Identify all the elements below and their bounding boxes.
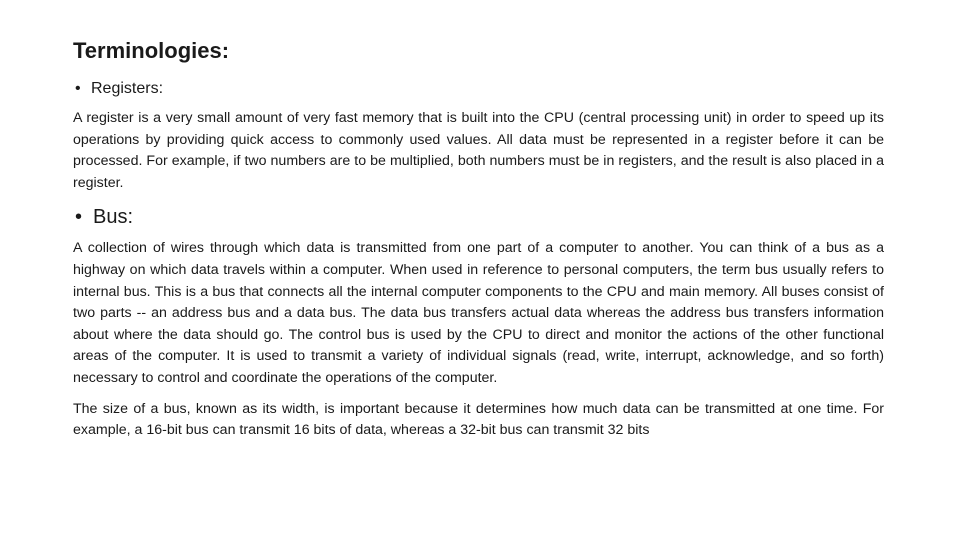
bullet-bus bbox=[75, 204, 884, 230]
section-heading-registers: Registers: bbox=[91, 80, 164, 97]
bullet-registers bbox=[75, 78, 884, 100]
slide-title: Terminologies: bbox=[73, 38, 230, 63]
bullet-dot-icon: • bbox=[75, 206, 83, 229]
section-heading-bus: Bus: bbox=[93, 206, 134, 229]
paragraph-bus-width: The size of a bus, known as its width, is important because it determines how much data can be transmitted at one time. For example, a 16-bit bus can transmit 16 bits of data, whereas a 32-bit bus can transmit 32 bits bbox=[73, 400, 884, 439]
bullet-dot-icon: • bbox=[75, 80, 81, 97]
paragraph-bus-definition: A collection of wires through which data is transmitted from one part of a computer to another. You can think of a bus as a highway on which data travels within a computer. When used in reference to personal computers, the term bus usually refers to internal bus. This is a bus that connects all the internal computer components to the CPU and main memory. All buses consist of two parts -- an address bus and a data bus. The data bus transfers actual data whereas the address bus transfers information about where the data should go. The control bus is used by the CPU to direct and monitor the actions of the other functional areas of the computer. It is used to transmit a variety of individual signals (read, write, interrupt, acknowledge, and so forth) necessary to control and coordinate the operations of the computer. bbox=[73, 240, 884, 386]
slide-content bbox=[73, 36, 884, 442]
paragraph-registers: A register is a very small amount of very fast memory that is built into the CPU (central processing unit) in order to speed up its operations by providing quick access to commonly used values. All data must be represented in a register before it can be processed. For example, if two numbers are to be multiplied, both numbers must be in registers, and the result is also placed in a register. bbox=[73, 110, 884, 191]
